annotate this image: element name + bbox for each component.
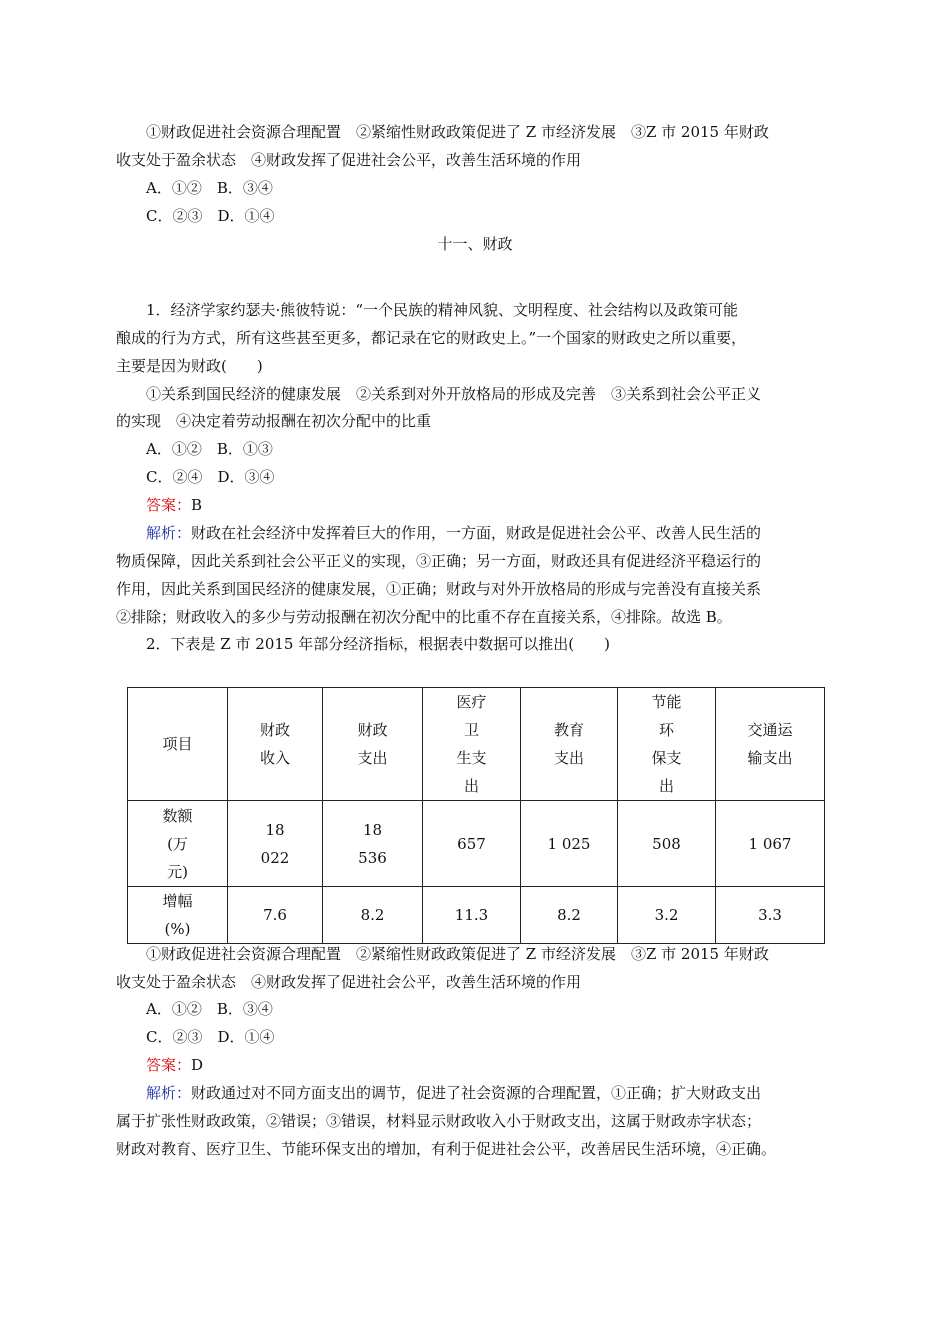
q1-choice-ab: A．①② B．①③ xyxy=(146,440,273,458)
q1-analysis-line3: 作用，因此关系到国民经济的健康发展，①正确；财政与对外开放格局的形成与完善没有直接关系 xyxy=(116,580,762,598)
q2-analysis-line2: 属于扩张性财政政策，②错误；③错误，材料显示财政收入小于财政支出，这属于财政赤字状态； xyxy=(116,1112,762,1130)
q1-answer-value: B xyxy=(191,496,203,514)
q2-choice-cd: C．②③ D．①④ xyxy=(146,1028,275,1046)
growth-medical: 11.3 xyxy=(423,887,521,944)
q1-answer xyxy=(146,495,202,515)
q1-analysis-line2: 物质保障，因此关系到社会公平正义的实现，③正确；另一方面，财政还具有促进经济平稳运行的 xyxy=(116,552,762,570)
header-education-expenditure: 教育 支出 xyxy=(521,688,618,801)
growth-education: 8.2 xyxy=(521,887,618,944)
amount-fiscal-expenditure: 18 536 xyxy=(323,801,423,887)
q1-answer-label: 答案： xyxy=(146,496,192,514)
q1-analysis-text1: 财政在社会经济中发挥着巨大的作用，一方面，财政是促进社会公平、改善人民生活的 xyxy=(191,524,762,542)
growth-environment: 3.2 xyxy=(618,887,716,944)
growth-fiscal-expenditure: 8.2 xyxy=(323,887,423,944)
table-header-row xyxy=(128,688,825,801)
section-title: 十一、财政 xyxy=(437,235,513,253)
top-options-line2: 收支处于盈余状态 ④财政发挥了促进社会公平，改善生活环境的作用 xyxy=(116,151,582,169)
q1-options-line2: 的实现 ④决定着劳动报酬在初次分配中的比重 xyxy=(116,412,432,430)
q1-analysis-line1 xyxy=(146,523,761,543)
q2-analysis-line1 xyxy=(146,1083,761,1103)
table-row-growth xyxy=(128,887,825,944)
amount-transport: 1 067 xyxy=(716,801,825,887)
growth-transport: 3.3 xyxy=(716,887,825,944)
q2-answer xyxy=(146,1055,203,1075)
q2-options-line1: ①财政促进社会资源合理配置 ②紧缩性财政政策促进了 Z 市经济发展 ③Z 市 2015 年财政 xyxy=(146,945,769,963)
top-choice-ab: A．①② B．③④ xyxy=(146,179,273,197)
q2-answer-label: 答案： xyxy=(146,1056,192,1074)
amount-fiscal-revenue: 18 022 xyxy=(228,801,323,887)
q2-choice-ab: A．①② B．③④ xyxy=(146,1000,273,1018)
q1-choice-cd: C．②④ D．③④ xyxy=(146,468,275,486)
q2-options-line2: 收支处于盈余状态 ④财政发挥了促进社会公平，改善生活环境的作用 xyxy=(116,973,582,991)
q1-stem-line1: 1．经济学家约瑟夫·熊彼特说：“一个民族的精神风貌、文明程度、社会结构以及政策可能 xyxy=(146,301,738,319)
amount-environment: 508 xyxy=(618,801,716,887)
q2-stem: 2．下表是 Z 市 2015 年部分经济指标，根据表中数据可以推出( ) xyxy=(146,635,610,653)
growth-fiscal-revenue: 7.6 xyxy=(228,887,323,944)
row-growth-label: 增幅 (%) xyxy=(128,887,228,944)
header-transport-expenditure: 交通运 输支出 xyxy=(716,688,825,801)
header-fiscal-revenue: 财政 收入 xyxy=(228,688,323,801)
table-row-amount xyxy=(128,801,825,887)
header-environment-expenditure: 节能 环 保支 出 xyxy=(618,688,716,801)
header-medical-expenditure: 医疗 卫 生支 出 xyxy=(423,688,521,801)
amount-medical: 657 xyxy=(423,801,521,887)
q1-stem-line2: 酿成的行为方式，所有这些甚至更多，都记录在它的财政史上。”一个国家的财政史之所以重要， xyxy=(116,329,747,347)
row-amount-label: 数额 (万 元) xyxy=(128,801,228,887)
q1-analysis-label: 解析： xyxy=(146,524,192,542)
top-choice-cd: C．②③ D．①④ xyxy=(146,207,275,225)
q2-answer-value: D xyxy=(191,1056,204,1074)
q2-analysis-line3: 财政对教育、医疗卫生、节能环保支出的增加，有利于促进社会公平，改善居民生活环境，④正确。 xyxy=(116,1140,777,1158)
q1-options-line1: ①关系到国民经济的健康发展 ②关系到对外开放格局的形成及完善 ③关系到社会公平正义 xyxy=(146,385,762,403)
q1-stem-line3: 主要是因为财政( ) xyxy=(116,357,263,375)
q2-analysis-text1: 财政通过对不同方面支出的调节，促进了社会资源的合理配置，①正确；扩大财政支出 xyxy=(191,1084,762,1102)
header-fiscal-expenditure: 财政 支出 xyxy=(323,688,423,801)
q2-analysis-label: 解析： xyxy=(146,1084,192,1102)
top-options-line1: ①财政促进社会资源合理配置 ②紧缩性财政政策促进了 Z 市经济发展 ③Z 市 2015 年财政 xyxy=(146,123,769,141)
q1-analysis-line4: ②排除；财政收入的多少与劳动报酬在初次分配中的比重不存在直接关系，④排除。故选 B。 xyxy=(116,608,732,626)
header-item: 项目 xyxy=(128,688,228,801)
amount-education: 1 025 xyxy=(521,801,618,887)
economic-indicators-table xyxy=(127,687,825,944)
